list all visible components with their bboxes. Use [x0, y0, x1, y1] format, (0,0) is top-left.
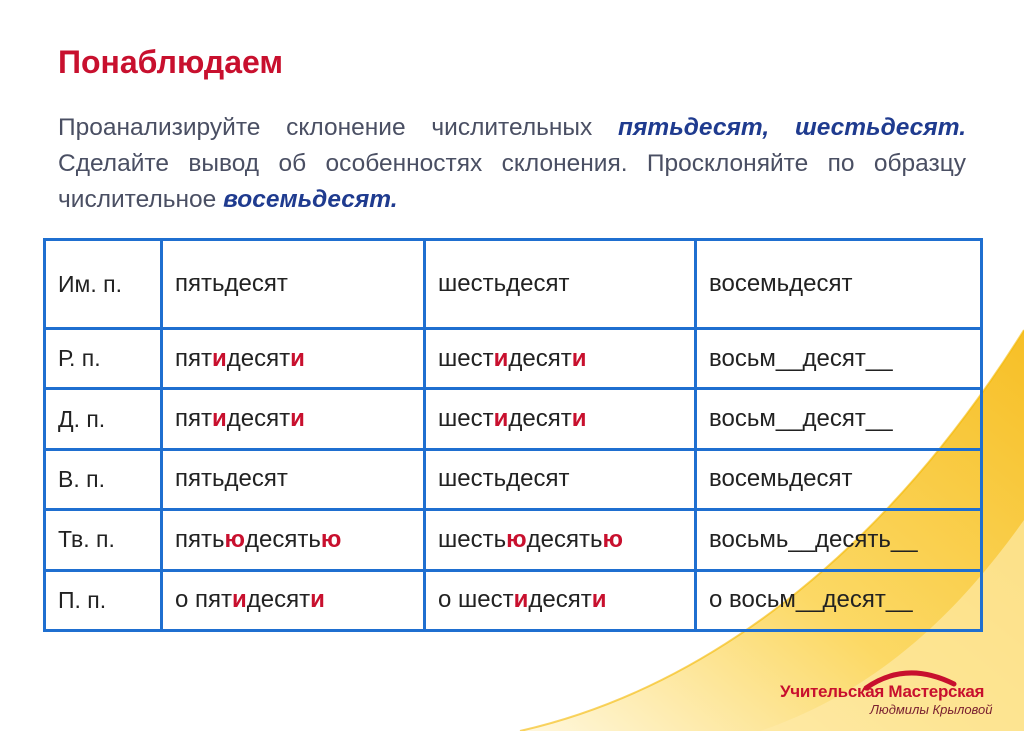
- word-part: десят: [226, 344, 291, 372]
- table-row: [45, 570, 982, 630]
- word-part: пят: [175, 405, 212, 433]
- ending-highlight: и: [211, 344, 227, 372]
- word-part: пятьдесят: [175, 465, 288, 493]
- ending-highlight: ю: [506, 525, 527, 553]
- numeral-fifty: пятьдесят,: [618, 114, 770, 141]
- case-label: Тв. п.: [45, 510, 162, 570]
- form-eighty: восьм__десят__: [696, 389, 982, 449]
- word-part: пять: [175, 525, 225, 553]
- ending-highlight: и: [232, 586, 247, 614]
- form-sixty: [425, 389, 696, 449]
- word-part: шест: [438, 344, 494, 372]
- case-label: П. п.: [45, 570, 162, 630]
- case-label: Д. п.: [45, 389, 162, 449]
- ending-highlight: ю: [602, 525, 623, 553]
- word-part: десят: [508, 405, 572, 433]
- logo-brand-name: Учительская Мастерская: [780, 682, 985, 701]
- table-row: [45, 510, 982, 570]
- word-part: шесть: [438, 525, 507, 553]
- word-part: десят: [226, 405, 291, 433]
- numeral-eighty: восемьдесят.: [223, 186, 398, 213]
- word-part: десят: [528, 586, 592, 614]
- word-part: пят: [175, 344, 212, 372]
- form-sixty: [425, 240, 696, 329]
- ending-highlight: и: [493, 405, 509, 433]
- form-eighty: восемьдесят: [696, 240, 982, 329]
- ending-highlight: и: [493, 344, 509, 372]
- word-part: десят: [508, 344, 572, 372]
- case-label: Им. п.: [45, 240, 162, 329]
- ending-highlight: и: [513, 586, 529, 614]
- table-row: [45, 329, 982, 389]
- ending-highlight: и: [310, 586, 325, 614]
- form-sixty: [425, 570, 696, 630]
- ending-highlight: и: [571, 344, 587, 372]
- form-eighty: восьмь__десять__: [696, 510, 982, 570]
- form-fifty: [162, 449, 425, 509]
- brand-logo: [776, 662, 1001, 722]
- form-eighty: о восьм__десят__: [696, 570, 982, 630]
- logo-subtitle: Людмилы Крыловой: [870, 702, 993, 717]
- form-fifty: [162, 389, 425, 449]
- ending-highlight: ю: [224, 525, 245, 553]
- case-label: В. п.: [45, 449, 162, 509]
- form-sixty: [425, 329, 696, 389]
- numeral-sixty: шестьдесят.: [794, 114, 966, 141]
- word-part: о шест: [438, 586, 514, 614]
- form-fifty: [162, 329, 425, 389]
- table-row: [45, 389, 982, 449]
- ending-highlight: и: [290, 405, 305, 433]
- word-part: десять: [526, 525, 603, 553]
- word-part: шестьдесят: [438, 270, 570, 297]
- form-fifty: [162, 240, 425, 329]
- form-sixty: [425, 510, 696, 570]
- declension-table: [43, 238, 983, 632]
- ending-highlight: и: [591, 586, 607, 614]
- word-part: шестьдесят: [438, 465, 570, 493]
- form-eighty: восьм__десят__: [696, 329, 982, 389]
- word-part: пятьдесят: [175, 270, 288, 297]
- form-fifty: [162, 570, 425, 630]
- ending-highlight: ю: [320, 525, 342, 553]
- form-fifty: [162, 510, 425, 570]
- task-instructions: Проанализируйте склонение числительных пятьдесят, шестьдесят. Сделайте вывод об особенностях склонения. Просклоняйте по образцу числительное восемьдесят.: [58, 114, 966, 213]
- ending-highlight: и: [290, 344, 305, 372]
- ending-highlight: и: [571, 405, 587, 433]
- slide-title: Понаблюдаем: [58, 44, 284, 80]
- word-part: десят: [246, 586, 311, 614]
- form-eighty: восемьдесят: [696, 449, 982, 509]
- word-part: шест: [438, 405, 494, 433]
- ending-highlight: и: [211, 405, 227, 433]
- word-part: о пят: [175, 586, 232, 614]
- form-sixty: [425, 449, 696, 509]
- table-row: [45, 240, 982, 329]
- case-label: Р. п.: [45, 329, 162, 389]
- word-part: десять: [245, 525, 321, 553]
- table-row: [45, 449, 982, 509]
